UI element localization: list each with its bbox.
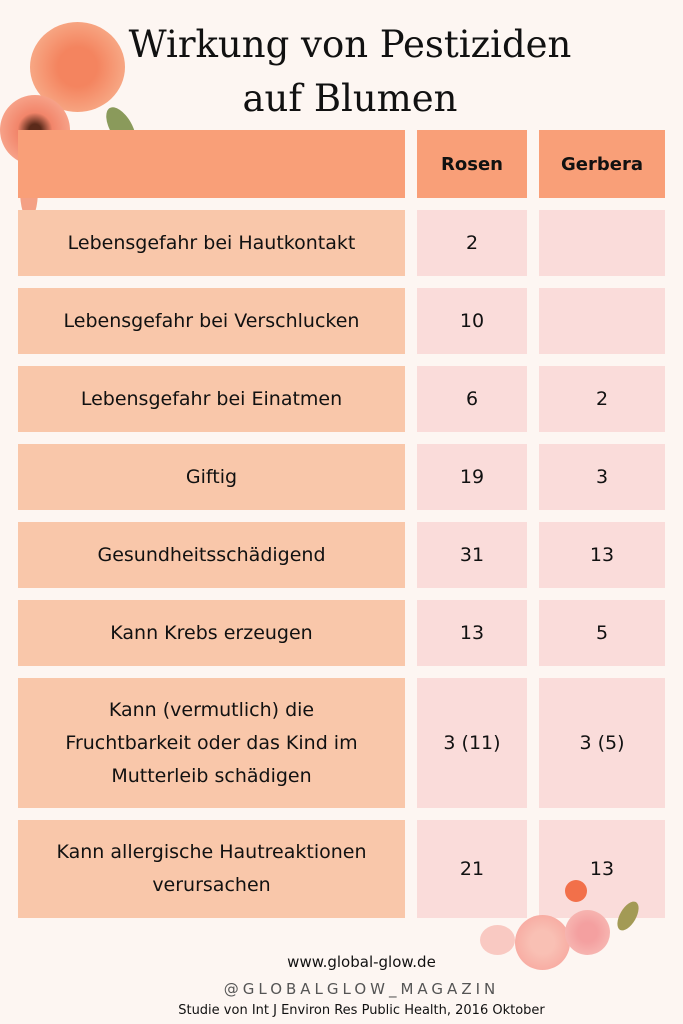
gerbera-value: 13 — [539, 522, 665, 588]
title-line-1: Wirkung von Pestiziden — [128, 23, 572, 66]
header-gerbera: Gerbera — [539, 130, 665, 198]
gerbera-value — [539, 288, 665, 354]
rosen-value: 31 — [417, 522, 527, 588]
rosen-value: 19 — [417, 444, 527, 510]
row-label: Kann (vermutlich) die Fruchtbarkeit oder das Kind im Mutterleib schädigen — [18, 678, 405, 808]
gerbera-value — [539, 210, 665, 276]
gerbera-value: 3 — [539, 444, 665, 510]
header-rosen: Rosen — [417, 130, 527, 198]
row-label: Gesundheitsschädigend — [18, 522, 405, 588]
rosen-value: 21 — [417, 820, 527, 918]
rosen-value: 3 (11) — [417, 678, 527, 808]
row-label: Lebensgefahr bei Einatmen — [18, 366, 405, 432]
footer-handle: @GLOBALGLOW_MAGAZIN — [223, 980, 500, 998]
footer-website[interactable]: www.global-glow.de — [287, 953, 436, 971]
rosen-value: 13 — [417, 600, 527, 666]
page-title — [90, 18, 610, 126]
gerbera-value: 2 — [539, 366, 665, 432]
rosen-value: 10 — [417, 288, 527, 354]
gerbera-value: 13 — [539, 820, 665, 918]
rosen-value: 6 — [417, 366, 527, 432]
gerbera-value: 5 — [539, 600, 665, 666]
header-blank — [18, 130, 405, 198]
gerbera-value: 3 (5) — [539, 678, 665, 808]
row-label: Giftig — [18, 444, 405, 510]
row-label: Kann Krebs erzeugen — [18, 600, 405, 666]
footer-source: Studie von Int J Environ Res Public Health, 2016 Oktober — [178, 1003, 545, 1018]
row-label: Lebensgefahr bei Hautkontakt — [18, 210, 405, 276]
rosen-value: 2 — [417, 210, 527, 276]
row-label: Lebensgefahr bei Verschlucken — [18, 288, 405, 354]
row-label: Kann allergische Hautreaktionen verursachen — [18, 820, 405, 918]
title-line-2: auf Blumen — [242, 77, 458, 120]
